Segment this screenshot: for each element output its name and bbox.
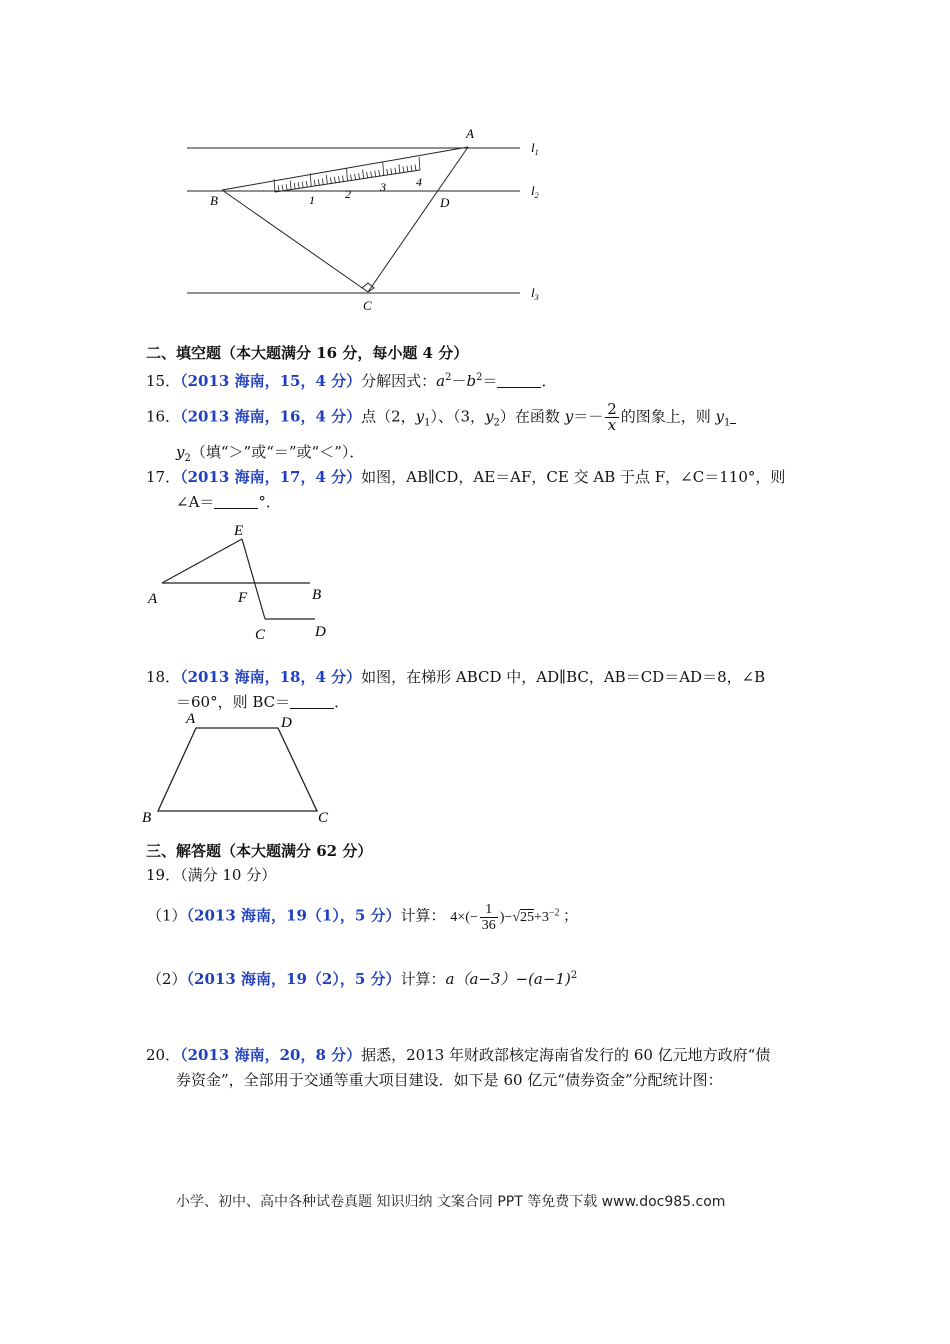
question-17: 17．（2013 海南，17，4 分）如图，AB∥CD，AE＝AF，CE 交 AB 于点 F，∠C＝110°，则 (146, 468, 786, 486)
ruler-tick (387, 169, 388, 175)
ruler-tick (298, 182, 299, 188)
ruler-tick (383, 163, 384, 176)
figure-q17 (140, 515, 350, 645)
fraction-2-over-x: $\frac{2}{x}$ (607, 400, 617, 434)
q18-label-A: A (186, 711, 196, 727)
q18-label-D: D (281, 715, 292, 731)
label-B: B (210, 193, 218, 208)
label-l3: $l_3$ (531, 285, 539, 302)
section-3-title: 三、解答题（本大题满分 62 分） (146, 842, 373, 860)
question-15: 15．（2013 海南，15，4 分）分解因式：$a^2-b^2=$ ． (146, 372, 557, 390)
ruler-tick (286, 184, 287, 190)
ruler-tick (294, 183, 295, 189)
label-l2: $l_2$ (531, 183, 539, 200)
ruler-label-3: 3 (380, 180, 386, 194)
ruler-tick (318, 179, 319, 185)
question-20: 20．（2013 海南，20，8 分）据悉，2013 年财政部核定海南省发行的 60 亿元地方政府“债 (146, 1046, 771, 1064)
ruler-tick (391, 168, 392, 174)
ruler-label-4: 4 (416, 175, 422, 189)
ruler-tick (326, 175, 327, 184)
q17-label-C: C (255, 627, 266, 643)
ruler-tick (371, 171, 372, 177)
ruler-tick (338, 176, 339, 182)
ruler-tick (290, 181, 291, 190)
ruler-tick (395, 168, 396, 174)
q17-label-E: E (234, 523, 244, 539)
ruler-tick (411, 165, 412, 171)
ruler-tick (359, 173, 360, 179)
q18-label-B: B (142, 810, 152, 826)
question-19-part2: （2）（2013 海南，19（2），5 分）计算：$a(a-3)-(a-1)^2$ (147, 970, 578, 988)
question-20-line2: 券资金”，全部用于交通等重大项目建设．如下是 60 亿元“债券资金”分配统计图： (176, 1071, 723, 1089)
answer-blank-15 (497, 373, 541, 388)
fraction-1-over-36: $\frac{1}{36}$ (481, 902, 496, 933)
ruler-tick (363, 170, 364, 179)
ruler-tick (302, 182, 303, 188)
ruler-tick (306, 181, 307, 187)
q17-label-F: F (238, 590, 248, 606)
ruler-tick (367, 172, 368, 178)
sqrt-symbol: √ (512, 909, 520, 925)
ruler-tick (310, 174, 311, 187)
question-18: 18．（2013 海南，18，4 分）如图，在梯形 ABCD 中，AD∥BC，AB＝CD＝AD＝8，∠B (146, 668, 766, 686)
answer-blank-16 (730, 409, 736, 424)
q17-label-B: B (312, 587, 322, 603)
ruler-tick (314, 180, 315, 186)
question-19-part1: （1）（2013 海南，19（1），5 分）计算： 4×(− $\frac{1}{36}$ )$-√25+3^{-2}$ ； (147, 902, 579, 933)
ruler-tick (403, 166, 404, 172)
ruler-tick (347, 168, 348, 181)
ruler-tick (282, 185, 283, 191)
ruler-tick (399, 164, 400, 173)
q17-label-A: A (148, 591, 158, 607)
figure-parallel-lines (180, 120, 560, 320)
ruler-tick (419, 157, 420, 170)
question-16-line2: $y_2$（填“＞”或“＝”或“＜”）． (176, 443, 365, 464)
label-D: D (440, 195, 450, 210)
ruler-label-2: 2 (345, 187, 351, 201)
question-17-line2: ∠A＝ °． (176, 493, 281, 511)
ruler-tick (375, 171, 376, 177)
ruler-tick (379, 170, 380, 176)
ruler-tick (334, 177, 335, 183)
question-18-line2: ＝60°，则 BC＝ ． (176, 693, 350, 711)
ruler-tick (330, 177, 331, 183)
figure-q18-trapezoid (138, 708, 338, 828)
ruler-tick (351, 174, 352, 180)
ruler-tick (407, 166, 408, 172)
answer-blank-18 (290, 694, 334, 709)
ruler-tick (342, 176, 343, 182)
q17-label-D: D (315, 624, 326, 640)
ruler-tick (322, 179, 323, 185)
label-C: C (363, 298, 372, 313)
answer-blank-17 (214, 494, 258, 509)
question-19: 19．（满分 10 分） (146, 866, 277, 884)
q18-label-C: C (318, 810, 329, 826)
label-A: A (466, 126, 474, 141)
section-2-title: 二、填空题（本大题满分 16 分，每小题 4 分） (146, 344, 469, 362)
ruler-tick (415, 165, 416, 171)
label-l1: $l_1$ (531, 140, 539, 157)
question-16: 16．（2013 海南，16，4 分）点（2，$y_1$）、（3，$y_2$）在函数 y＝－ $\frac{2}{x}$ 的图象上，则 $y_1$ (146, 402, 736, 434)
ruler-tick (278, 185, 279, 191)
ruler-tick (355, 174, 356, 180)
ruler-label-1: 1 (309, 193, 315, 207)
footer-text: 小学、初中、高中各种试卷真题 知识归纳 文案合同 PPT 等免费下载 www.doc985.com (176, 1194, 726, 1210)
